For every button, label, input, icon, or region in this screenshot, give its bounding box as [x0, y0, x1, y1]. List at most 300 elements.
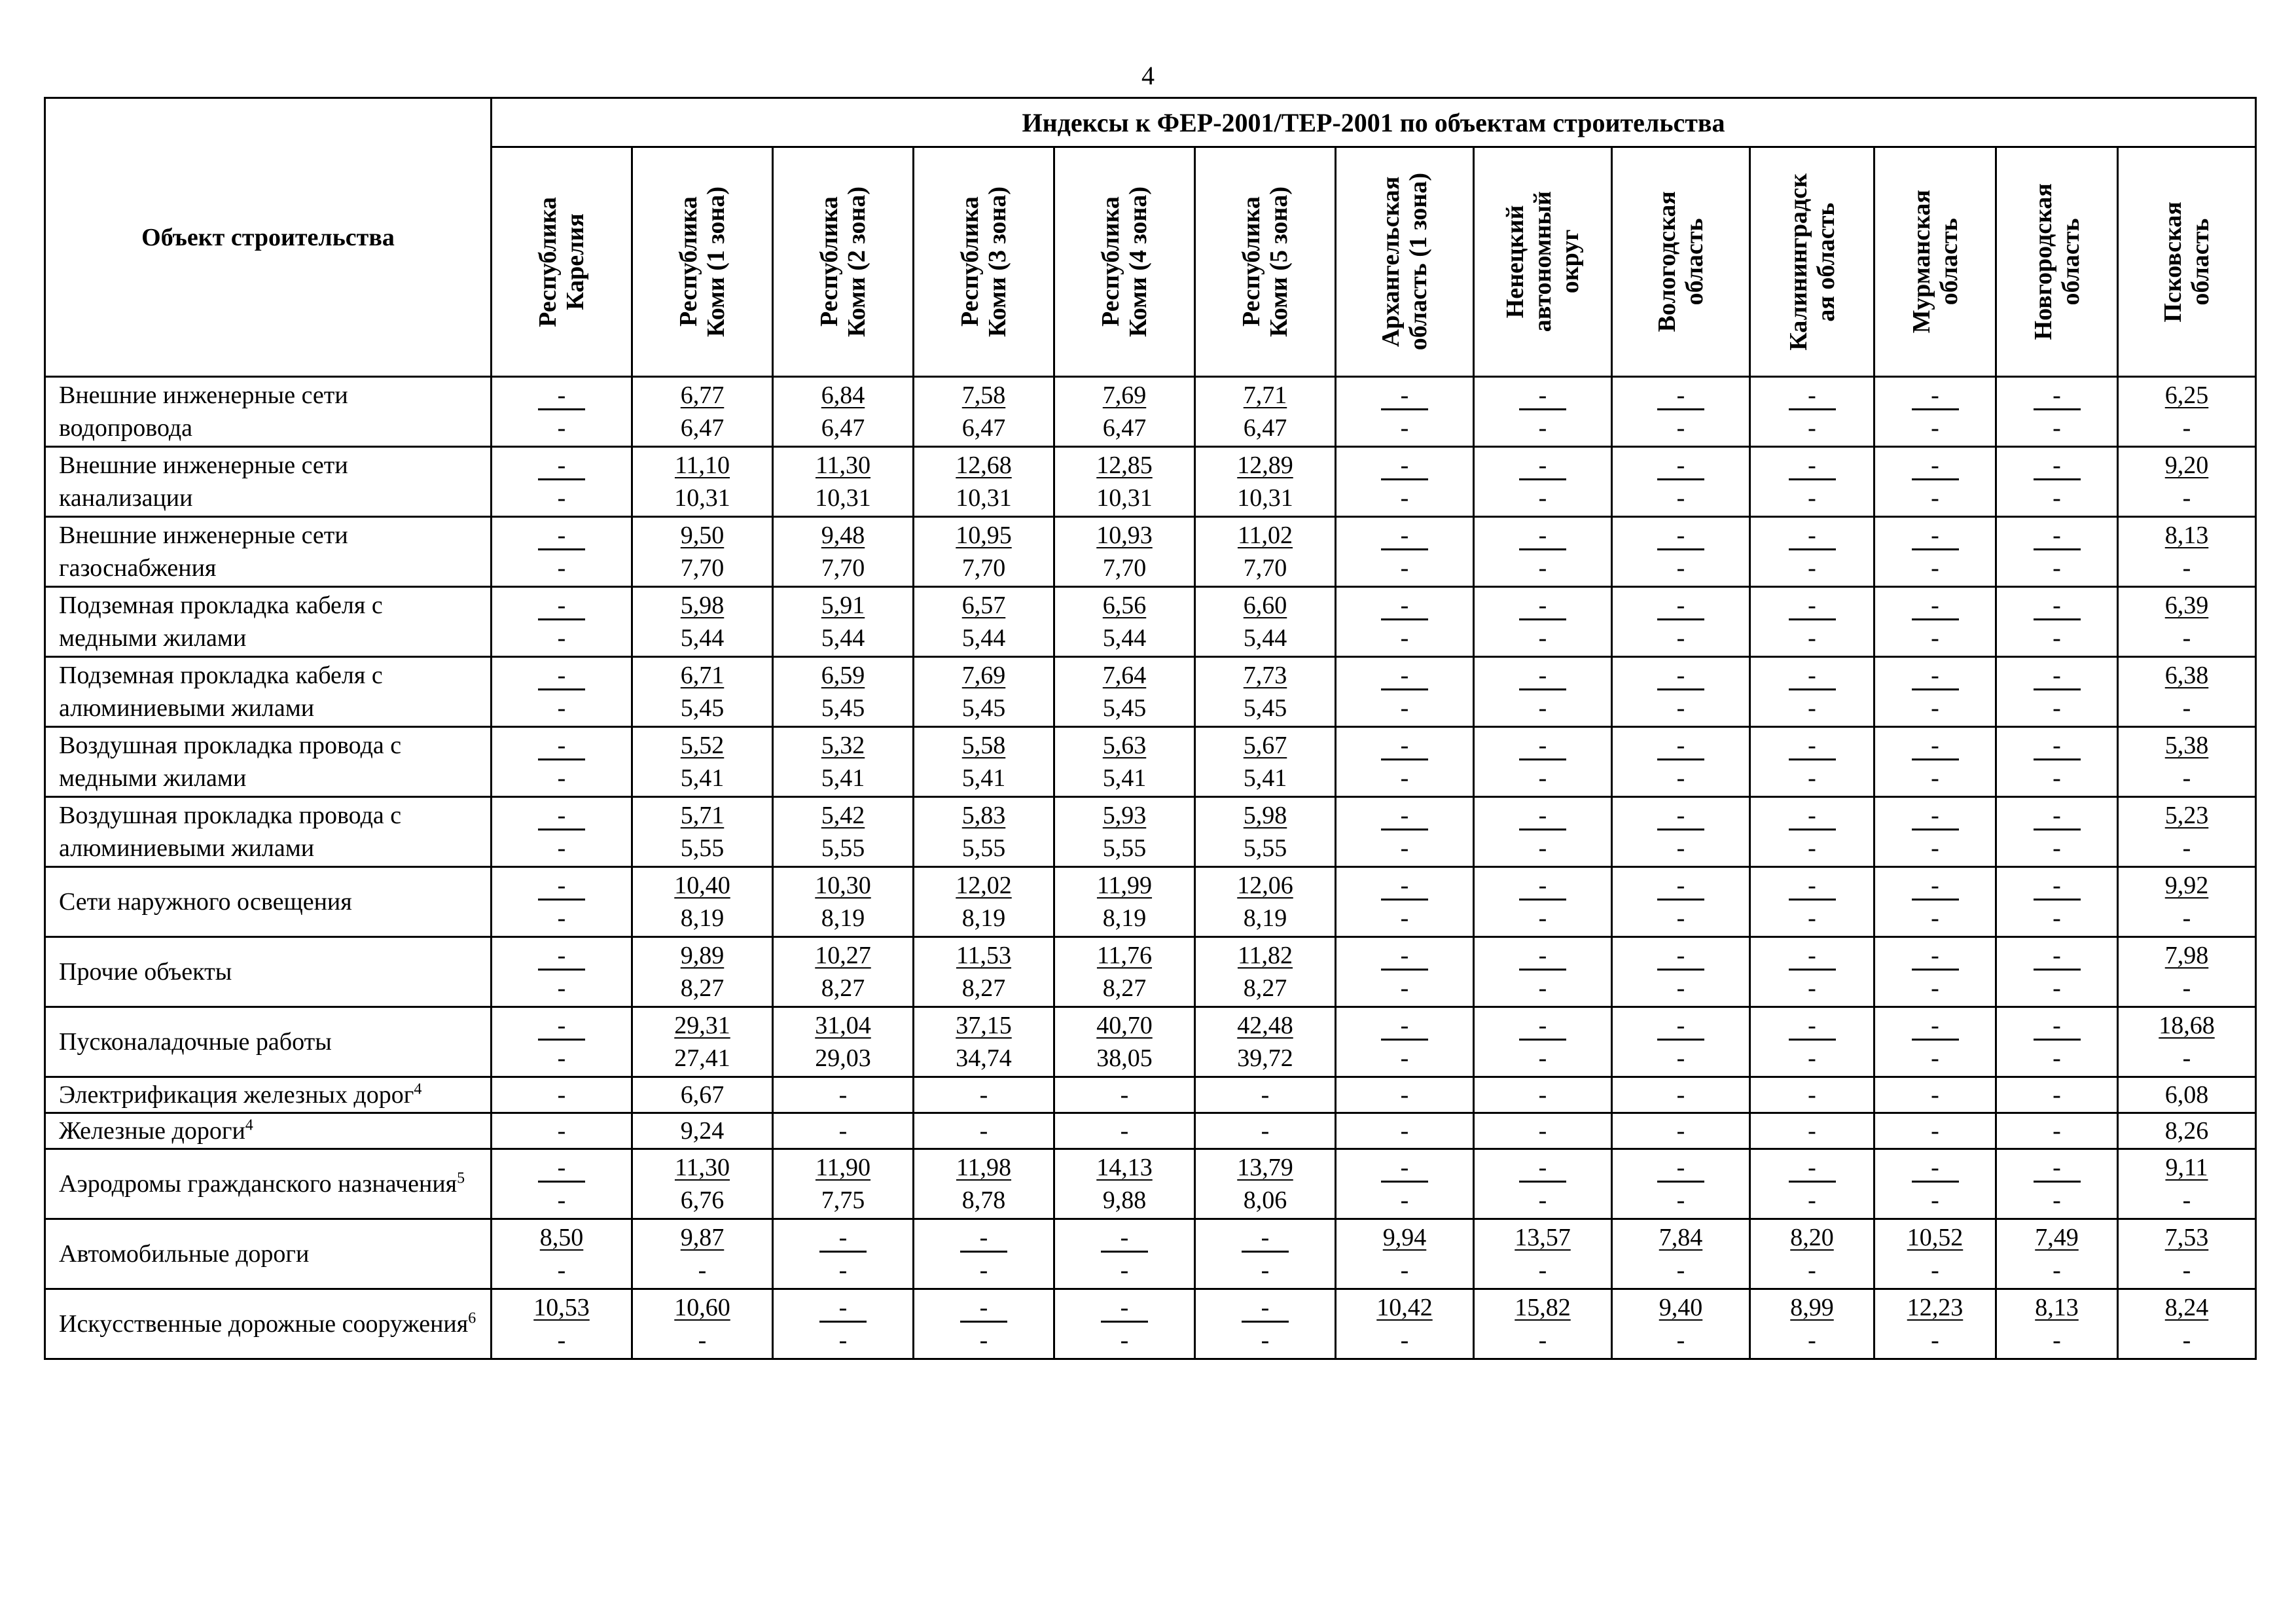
index-value-cell [492, 657, 632, 727]
index-value-top-text: - [1519, 452, 1566, 480]
index-value-top [774, 379, 912, 412]
index-value-top-text: 10,42 [1376, 1294, 1433, 1321]
index-value-bottom: - [1538, 1327, 1547, 1354]
object-name: Сети наружного освещения [59, 888, 352, 916]
index-value-bottom: - [2182, 694, 2191, 722]
index-value-cell [1474, 657, 1612, 727]
index-value-top-text: - [1912, 592, 1959, 620]
index-value-cell [1474, 1149, 1612, 1219]
index-value-top-text: - [1912, 732, 1959, 760]
index-value-cell [1336, 1149, 1474, 1219]
index-value-cell [1054, 1289, 1195, 1359]
index-value-top-text: - [1381, 452, 1428, 480]
index-value-bottom: 10,31 [1237, 484, 1293, 512]
index-value-top-text: 11,10 [674, 452, 730, 479]
index-value-top-text: 18,68 [2159, 1012, 2215, 1039]
index-value-top-text: 13,57 [1515, 1224, 1571, 1251]
index-value-top [1055, 939, 1194, 972]
index-value-top-text: 8,50 [539, 1224, 584, 1251]
index-value-bottom: 8,27 [1243, 974, 1287, 1002]
index-value-cell [1195, 517, 1336, 587]
index-value-cell [1474, 1219, 1612, 1289]
index-value-top-text: 7,69 [1102, 382, 1147, 409]
index-value-bottom: 8,27 [821, 974, 865, 1002]
object-name-cell [45, 1219, 492, 1289]
index-value-top [633, 1151, 772, 1184]
index-value-cell [1336, 1289, 1474, 1359]
index-value-cell [773, 1077, 914, 1113]
index-value: 6,08 [2164, 1081, 2209, 1109]
index-value-cell [632, 1113, 773, 1149]
index-value-cell [1874, 867, 1996, 937]
index-value-top [914, 1009, 1053, 1042]
index-value-bottom: - [1400, 414, 1409, 442]
index-value-top [1997, 1151, 2117, 1184]
index-value-top-text: 6,77 [680, 382, 725, 409]
index-value-bottom: 10,31 [815, 484, 871, 512]
index-value-top [1196, 659, 1335, 692]
index-value-bottom: - [1538, 694, 1547, 722]
object-name: Аэродромы гражданского назначения [59, 1170, 457, 1198]
index-value-top [1336, 379, 1473, 412]
index-value-bottom: 5,55 [961, 834, 1006, 862]
index-value-top-text: - [1657, 522, 1704, 550]
index-value-top-text: - [1912, 802, 1959, 830]
table-row [45, 1077, 2256, 1113]
index-value-top [1475, 589, 1611, 622]
index-value-bottom: 5,44 [680, 624, 725, 652]
index-value-bottom: - [2053, 904, 2061, 932]
table-row [45, 867, 2256, 937]
object-column-header: Объект строительства [45, 98, 492, 377]
index-value-cell [1474, 1007, 1612, 1077]
object-name-cell [45, 1113, 492, 1149]
index-value-top [1997, 729, 2117, 762]
index-value-cell [1750, 517, 1874, 587]
index-value-top [774, 449, 912, 482]
index-value-cell [492, 447, 632, 517]
index-value-top [1336, 589, 1473, 622]
index-value: - [1261, 1081, 1270, 1109]
object-name: Автомобильные дороги [59, 1240, 310, 1268]
index-value-top-text: - [2034, 942, 2081, 971]
object-name-cell [45, 517, 492, 587]
index-value-top [492, 1009, 631, 1042]
index-value-top-text: - [1519, 1012, 1566, 1041]
table-row [45, 1113, 2256, 1149]
index-value-cell [2118, 1113, 2256, 1149]
index-value: - [1676, 1081, 1685, 1109]
index-value-top-text: 37,15 [956, 1012, 1012, 1039]
index-value-top-text: 10,95 [956, 522, 1012, 549]
region-header [1874, 147, 1996, 377]
index-value-top [1475, 799, 1611, 832]
index-value-cell [1474, 797, 1612, 867]
index-value-bottom: - [1676, 1257, 1685, 1284]
object-name-cell [45, 377, 492, 447]
index-value: - [1120, 1117, 1129, 1145]
index-value-top-text: - [1381, 732, 1428, 760]
table-row [45, 727, 2256, 797]
index-value-cell [1612, 1289, 1750, 1359]
index-value-bottom: 7,70 [961, 554, 1006, 582]
index-value: - [1400, 1117, 1409, 1145]
index-value-cell [632, 377, 773, 447]
index-value-top-text: - [1519, 872, 1566, 901]
index-value-bottom: - [2182, 904, 2191, 932]
index-value-bottom: - [557, 834, 566, 862]
index-value-top-text: 5,71 [680, 802, 725, 829]
index-value-cell [914, 447, 1054, 517]
index-value-top [1613, 1009, 1749, 1042]
index-value-cell [1336, 587, 1474, 657]
index-value-top-text: - [538, 1154, 585, 1183]
index-value-top-text: - [960, 1224, 1007, 1253]
index-value-cell [1750, 447, 1874, 517]
index-value-top-text: 10,40 [674, 872, 730, 899]
index-value-bottom: 6,47 [961, 414, 1006, 442]
index-value-top [1751, 659, 1873, 692]
index-value-bottom: 5,44 [1243, 624, 1287, 652]
index-value-bottom: 10,31 [956, 484, 1012, 512]
index-value: - [838, 1081, 848, 1109]
index-value-top [1196, 379, 1335, 412]
index-value-bottom: - [1676, 694, 1685, 722]
region-header [2118, 147, 2256, 377]
index-value-top [914, 729, 1053, 762]
index-value-top [1613, 1221, 1749, 1254]
index-value-top-text: - [2034, 802, 2081, 830]
index-value-cell [632, 867, 773, 937]
index-value-cell [632, 657, 773, 727]
index-value-top [1997, 1221, 2117, 1254]
index-value-cell [914, 727, 1054, 797]
index-value-cell [1874, 937, 1996, 1007]
index-value-top-text: - [1381, 592, 1428, 620]
index-value-bottom: 38,05 [1096, 1044, 1153, 1072]
index-value-cell [1054, 937, 1195, 1007]
table-row [45, 1007, 2256, 1077]
index-value: - [2053, 1117, 2061, 1145]
index-value-bottom: 6,47 [680, 414, 725, 442]
index-value-top [914, 869, 1053, 902]
region-header [914, 147, 1054, 377]
index-value-top-text: - [1789, 592, 1836, 620]
index-value-top [1875, 1009, 1995, 1042]
index-value-bottom: 5,55 [821, 834, 865, 862]
index-value-cell [632, 1077, 773, 1113]
object-name-cell [45, 1289, 492, 1359]
index-value-top-text: 7,64 [1102, 662, 1147, 689]
index-value-cell [1996, 1149, 2118, 1219]
index-value-top-text: 6,38 [2164, 662, 2209, 689]
object-name-cell [45, 1149, 492, 1219]
index-value-cell [632, 1219, 773, 1289]
index-value-cell [1054, 1077, 1195, 1113]
index-value-bottom: - [2053, 764, 2061, 792]
index-value-top-text: - [1657, 872, 1704, 901]
index-value-cell [1996, 1113, 2118, 1149]
index-value-top-text: 11,90 [815, 1154, 871, 1181]
index-value-cell [1195, 727, 1336, 797]
index-value-top [1196, 729, 1335, 762]
index-value-cell [492, 937, 632, 1007]
index-value-cell [914, 867, 1054, 937]
index-value-top [1475, 1291, 1611, 1324]
index-value-cell [1612, 1077, 1750, 1113]
index-value-top-text: - [1381, 872, 1428, 901]
index-value-cell [1874, 1077, 1996, 1113]
index-value: - [557, 1081, 566, 1109]
index-value-top [633, 1291, 772, 1324]
index-value-cell [1336, 1007, 1474, 1077]
index-value-cell [1996, 797, 2118, 867]
index-value-top-text: 5,32 [821, 732, 865, 759]
index-value-top [2119, 939, 2255, 972]
index-value-top-text: 31,04 [815, 1012, 871, 1039]
index-value: - [557, 1117, 566, 1145]
index-value-bottom: - [1808, 484, 1816, 512]
index-value-top [774, 1151, 912, 1184]
index-value-top [633, 729, 772, 762]
object-name-cell [45, 587, 492, 657]
index-value-bottom: 6,47 [821, 414, 865, 442]
object-name: Прочие объекты [59, 958, 232, 986]
object-name-cell [45, 1007, 492, 1077]
index-value-cell [1195, 1077, 1336, 1113]
index-value-bottom: 8,19 [680, 904, 725, 932]
index-value-top-text: 8,24 [2164, 1294, 2209, 1321]
index-value-top-text: - [538, 942, 585, 971]
region-header [1612, 147, 1750, 377]
index-value-bottom: 6,47 [1243, 414, 1287, 442]
index-value-cell [914, 937, 1054, 1007]
index-value-top-text: - [1789, 522, 1836, 550]
index-value-top-text: - [1912, 942, 1959, 971]
index-value-top-text: - [2034, 662, 2081, 690]
index-value-bottom: - [1808, 414, 1816, 442]
index-value-cell [914, 657, 1054, 727]
index-value-bottom: 8,27 [961, 974, 1006, 1002]
index-value-cell [1750, 1007, 1874, 1077]
index-value-top-text: 9,11 [2165, 1154, 2208, 1181]
index-value-top-text: - [819, 1294, 867, 1323]
index-value-top [1997, 519, 2117, 552]
index-value-cell [1996, 1219, 2118, 1289]
index-value-cell [1336, 377, 1474, 447]
index-value-top-text: - [2034, 872, 2081, 901]
index-value-bottom: - [1808, 1044, 1816, 1072]
index-value-cell [1996, 587, 2118, 657]
index-value-bottom: - [1538, 974, 1547, 1002]
index-value-bottom: 8,19 [961, 904, 1006, 932]
index-value-top [633, 939, 772, 972]
index-value-cell [1195, 1219, 1336, 1289]
index-value-top [492, 519, 631, 552]
index-value-top [2119, 1221, 2255, 1254]
index-value-cell [1612, 587, 1750, 657]
index-value-bottom: 10,31 [1096, 484, 1153, 512]
index-value-top-text: 9,50 [680, 522, 725, 549]
index-value-bottom: - [557, 764, 566, 792]
index-value-bottom: 6,47 [1102, 414, 1147, 442]
index-value-top-text: 11,99 [1096, 872, 1153, 899]
index-value-bottom: - [1808, 554, 1816, 582]
object-name: Внешние инженерные сети водопровода [59, 382, 348, 442]
object-name-cell [45, 727, 492, 797]
index-value-bottom: - [1931, 624, 1939, 652]
index-value-top-text: 12,23 [1907, 1294, 1964, 1321]
index-value-top [1336, 449, 1473, 482]
region-header [492, 147, 632, 377]
index-value-cell [1054, 1007, 1195, 1077]
index-value-bottom: - [698, 1327, 707, 1354]
index-value-top [1475, 1009, 1611, 1042]
index-value-cell [1750, 867, 1874, 937]
index-value-top-text: 5,63 [1102, 732, 1147, 759]
index-value-top [1613, 939, 1749, 972]
index-value: - [979, 1117, 988, 1145]
index-value-top [1751, 799, 1873, 832]
index-value-cell [1750, 1077, 1874, 1113]
index-value-bottom: 5,41 [1243, 764, 1287, 792]
index-value-cell [1054, 1149, 1195, 1219]
index-value-top-text: - [1519, 732, 1566, 760]
table-row [45, 657, 2256, 727]
index-value-cell [492, 1113, 632, 1149]
index-value-top [2119, 659, 2255, 692]
index-value-top [1336, 1009, 1473, 1042]
region-header [1750, 147, 1874, 377]
index-value-top-text: - [1789, 1154, 1836, 1183]
index-value-top-text: 5,58 [961, 732, 1006, 759]
index-value-top [914, 1291, 1053, 1324]
index-value-top [1055, 729, 1194, 762]
index-value-cell [492, 727, 632, 797]
index-value-top [1997, 1291, 2117, 1324]
index-value: - [1808, 1117, 1816, 1145]
index-value-cell [1612, 377, 1750, 447]
index-value-cell [1336, 797, 1474, 867]
region-header [1996, 147, 2118, 377]
index-value-top [1751, 589, 1873, 622]
index-value-top [914, 939, 1053, 972]
index-value-bottom: - [1400, 1044, 1409, 1072]
index-value-cell [492, 587, 632, 657]
table-row [45, 377, 2256, 447]
index-value-top-text: 11,82 [1237, 942, 1293, 969]
index-value-bottom: 8,19 [821, 904, 865, 932]
index-value-top-text: - [2034, 592, 2081, 620]
index-value-top-text: 7,69 [961, 662, 1006, 689]
index-value-top-text: 11,02 [1237, 522, 1293, 549]
index-value-cell [1996, 727, 2118, 797]
index-value-top [1055, 869, 1194, 902]
index-value-top-text: - [1789, 662, 1836, 690]
index-value-cell [1750, 727, 1874, 797]
object-name: Подземная прокладка кабеля с алюминиевыми жилами [59, 662, 383, 722]
region-header [1195, 147, 1336, 377]
index-value-cell [2118, 587, 2256, 657]
index-value-top-text: 5,67 [1243, 732, 1287, 759]
index-value-cell [632, 587, 773, 657]
index-value-top-text: - [1789, 942, 1836, 971]
index-value-cell [1612, 1149, 1750, 1219]
index-value-cell [1612, 447, 1750, 517]
index-value-cell [1996, 937, 2118, 1007]
index-value-top [774, 729, 912, 762]
index-value-top [1055, 1151, 1194, 1184]
index-value-bottom: 7,75 [821, 1186, 865, 1214]
index-value-bottom: - [557, 1186, 566, 1214]
index-value-top [1875, 589, 1995, 622]
index-value-top [1475, 449, 1611, 482]
index-value-top-text: - [1657, 732, 1704, 760]
footnote-marker: 4 [414, 1080, 422, 1098]
index-value-top [914, 1221, 1053, 1254]
index-value: - [1538, 1081, 1547, 1109]
index-value-bottom: - [1931, 484, 1939, 512]
index-value-top-text: 12,68 [956, 452, 1012, 479]
index-value-top [774, 869, 912, 902]
object-name-cell [45, 657, 492, 727]
index-value-cell [1874, 657, 1996, 727]
index-value-cell [2118, 657, 2256, 727]
index-value-top-text: 12,89 [1237, 452, 1293, 479]
index-value-top [1613, 519, 1749, 552]
index-value-bottom: 5,45 [821, 694, 865, 722]
index-value-top-text: - [1789, 732, 1836, 760]
index-value-top [2119, 1291, 2255, 1324]
index-value-top [1196, 799, 1335, 832]
index-value-top [633, 519, 772, 552]
index-value-top-text: - [538, 872, 585, 901]
index-value-top-text: 6,59 [821, 662, 865, 689]
index-value-bottom: - [557, 624, 566, 652]
index-value-cell [1612, 517, 1750, 587]
index-value-cell [1474, 1289, 1612, 1359]
index-value-top-text: - [1242, 1224, 1289, 1253]
index-value-top [2119, 519, 2255, 552]
index-value-bottom: - [1808, 624, 1816, 652]
index-value-top-text: - [1657, 662, 1704, 690]
index-value-cell [1054, 867, 1195, 937]
index-value-top [1613, 659, 1749, 692]
index-value-top [1475, 379, 1611, 412]
table-header [45, 98, 2256, 377]
index-value-bottom: - [2053, 624, 2061, 652]
index-value-cell [1874, 377, 1996, 447]
index-value-top [1475, 659, 1611, 692]
region-header-label: Республика Коми (1 зона) [675, 187, 730, 337]
index-value-top [2119, 379, 2255, 412]
index-value-cell [1336, 1077, 1474, 1113]
index-value-top [1055, 1221, 1194, 1254]
index-value-cell [632, 1149, 773, 1219]
index-value-bottom: - [1676, 1044, 1685, 1072]
index-value-bottom: - [1400, 1257, 1409, 1284]
index-value-bottom: - [2182, 624, 2191, 652]
footnote-marker: 4 [245, 1116, 253, 1134]
index-value-cell [914, 797, 1054, 867]
index-value-bottom: 8,78 [961, 1186, 1006, 1214]
index-value-top [1997, 939, 2117, 972]
index-value-top [492, 1291, 631, 1324]
index-value-top [1613, 379, 1749, 412]
index-value-bottom: - [2053, 1044, 2061, 1072]
index-value-bottom: - [557, 554, 566, 582]
index-value-cell [1874, 727, 1996, 797]
